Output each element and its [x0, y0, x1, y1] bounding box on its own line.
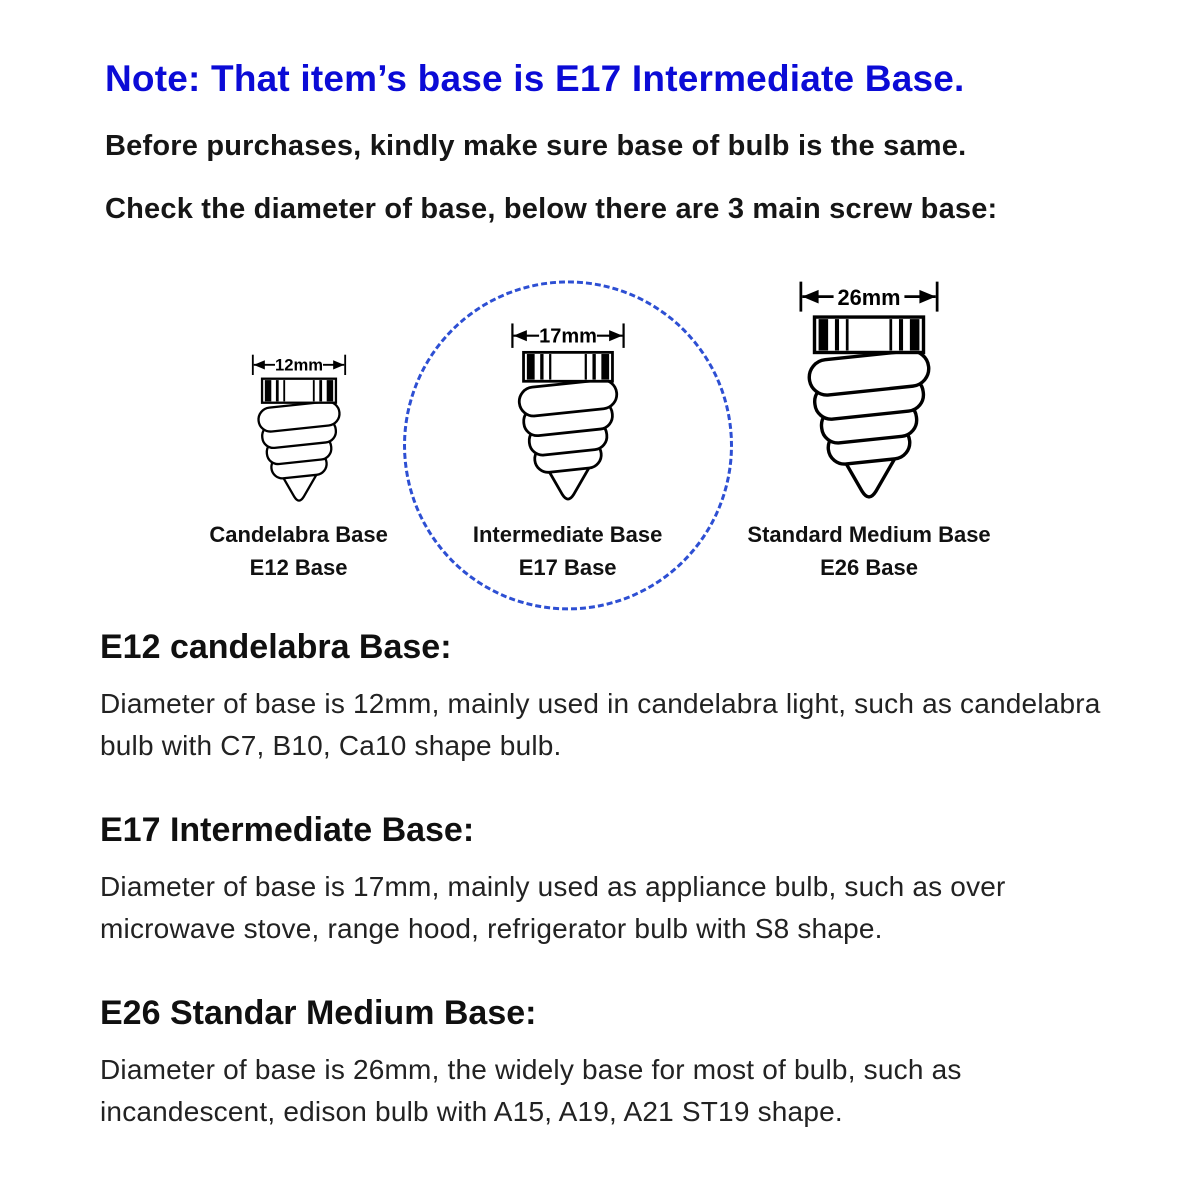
figure-caption-e26 [747, 518, 990, 584]
figure-label-primary: Standard Medium Base [747, 522, 991, 547]
e17-base-icon [479, 319, 657, 508]
figure-label-primary: Candelabra Base [209, 522, 388, 547]
intro-line-1: Before purchases, kindly make sure base of bulb is the same. [105, 130, 967, 162]
figure-e26 [747, 276, 990, 584]
section-heading-e12: E12 candelabra Base: [100, 628, 452, 666]
section-heading-e26: E26 Standar Medium Base: [100, 994, 537, 1032]
note-heading: Note: That item’s base is E17 Intermediate Base. [105, 58, 965, 99]
section-body-e26: Diameter of base is 26mm, the widely base for most of bulb, such as incandescent, edison bulb with A15, A19, A21 ST19 shape. [100, 1054, 962, 1127]
figure-label-secondary: E17 Base [518, 555, 617, 580]
section-body-e12: Diameter of base is 12mm, mainly used in candelabra light, such as candelabra bulb with C7, B10, Ca10 shape bulb. [100, 688, 1101, 761]
dimension-label: 12mm [274, 355, 323, 375]
figure-label-secondary: E26 Base [820, 555, 918, 580]
intro-line-2: Check the diameter of base, below there are 3 main screw base: [105, 193, 998, 225]
section-body-e17: Diameter of base is 17mm, mainly used as appliance bulb, such as over microwave stove, range hood, refrigerator bulb with S8 shape. [100, 871, 1006, 944]
figure-label-primary: Intermediate Base [472, 522, 663, 547]
section-e17 [100, 811, 1200, 950]
dimension-label: 26mm [837, 284, 901, 310]
figure-e17 [473, 319, 663, 584]
section-e26 [100, 994, 1200, 1133]
figure-e12 [209, 351, 388, 584]
dimension-label: 17mm [538, 325, 597, 348]
section-e12 [100, 628, 1200, 767]
figure-caption-e17 [473, 518, 663, 584]
e12-base-icon [225, 351, 373, 508]
figure-caption-e12 [209, 518, 388, 584]
figure-label-secondary: E12 Base [249, 555, 348, 580]
base-comparison-row [0, 276, 1200, 584]
section-heading-e17: E17 Intermediate Base: [100, 811, 475, 849]
e26-base-icon [760, 276, 978, 508]
